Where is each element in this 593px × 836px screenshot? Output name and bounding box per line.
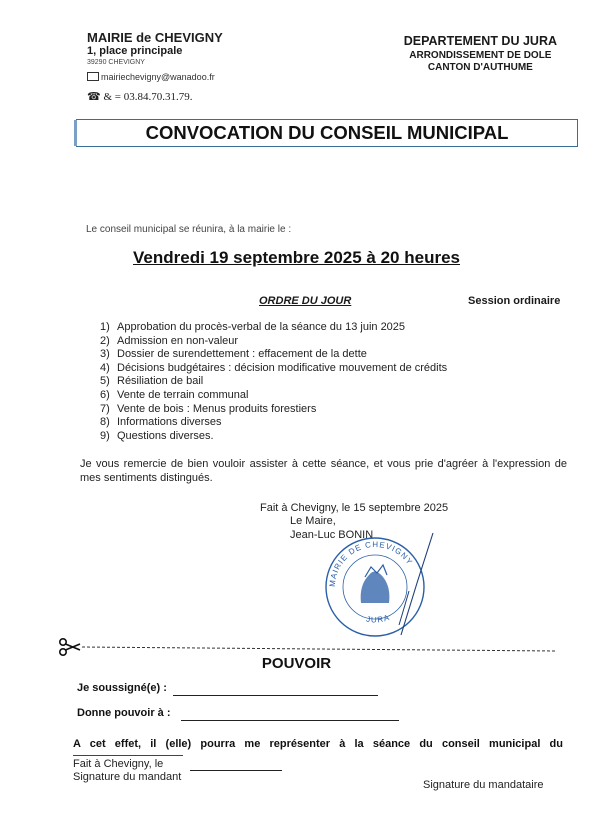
soussigne-label: Je soussigné(e) : (77, 682, 167, 694)
pouvoir-title: POUVOIR (261, 655, 332, 672)
envelope-icon (87, 72, 99, 81)
agenda-item: 4) Décisions budgétaires : décision modificative mouvement de crédits (100, 361, 448, 374)
agenda-item: 2) Admission en non-valeur (100, 334, 239, 347)
ordre-du-jour-heading: ORDRE DU JOUR (259, 295, 352, 307)
effet-text: A cet effet, il (elle) pourra me représenter à la séance du conseil municipal du (73, 738, 563, 750)
date-seance-field[interactable] (73, 755, 183, 756)
signature-mandant-label: Signature du mandant (73, 771, 182, 783)
agenda-list (100, 321, 447, 443)
donne-pouvoir-label: Donne pouvoir à : (77, 707, 171, 719)
signature-mandataire-label: Signature du mandataire (423, 779, 544, 791)
dept-line-1: DEPARTEMENT DU JURA (403, 34, 557, 48)
mairie-address: 1, place principale (87, 45, 183, 57)
stamp-emblem (361, 565, 390, 603)
stamp-bottom-text: JURA (365, 612, 392, 625)
title-text: CONVOCATION DU CONSEIL MUNICIPAL (145, 122, 509, 143)
signature-name: Jean-Luc BONIN (290, 529, 374, 541)
mairie-name: MAIRIE de CHEVIGNY (87, 30, 223, 45)
soussigne-field[interactable] (173, 695, 378, 696)
stamp-top-text: MAIRIE DE CHEVIGNY (327, 539, 415, 588)
mairie-stamp (313, 525, 438, 645)
department-block (404, 34, 557, 73)
scissors-icon (60, 639, 80, 655)
fait-a-label: Fait à Chevigny, le (73, 758, 164, 770)
dept-line-2: ARRONDISSEMENT DE DOLE (409, 50, 552, 61)
mairie-postal: 39290 CHEVIGNY (87, 59, 145, 66)
email-text: mairiechevigny@wanadoo.fr (101, 72, 215, 82)
agenda-item: 5) Résiliation de bail (100, 375, 204, 388)
donne-pouvoir-field[interactable] (181, 720, 399, 721)
agenda-item: 3) Dossier de surendettement : effacement de la dette (100, 348, 367, 361)
session-type: Session ordinaire (468, 295, 561, 307)
mairie-phone: ☎ & = 03.84.70.31.79. (87, 91, 193, 103)
signature-role: Le Maire, (290, 515, 336, 527)
agenda-item: 1) Approbation du procès-verbal de la séance du 13 juin 2025 (100, 321, 406, 333)
cut-line (58, 637, 558, 657)
document-title (76, 119, 578, 147)
dept-line-3: CANTON D'AUTHUME (427, 62, 533, 73)
signature-place-date: Fait à Chevigny, le 15 septembre 2025 (260, 502, 449, 514)
agenda-item: 7) Vente de bois : Menus produits forestiers (100, 402, 317, 415)
svg-text:JURA (366, 613, 392, 625)
intro-text: Le conseil municipal se réunira, à la mairie le : (86, 224, 292, 235)
agenda-item: 6) Vente de terrain communal (100, 388, 249, 401)
meeting-date: Vendredi 19 septembre 2025 à 20 heures (133, 248, 460, 267)
closing-text: Je vous remercie de bien vouloir assister à cette séance, et vous prie d'agréer à l'expression de mes sentiments distingués. (80, 458, 567, 484)
agenda-item: 8) Informations diverses (100, 416, 222, 429)
agenda-item: 9) Questions diverses. (100, 429, 214, 442)
mairie-email (87, 72, 215, 82)
fait-date-field[interactable] (190, 770, 282, 771)
signature-stroke (399, 591, 409, 625)
title-shadow (74, 120, 77, 146)
